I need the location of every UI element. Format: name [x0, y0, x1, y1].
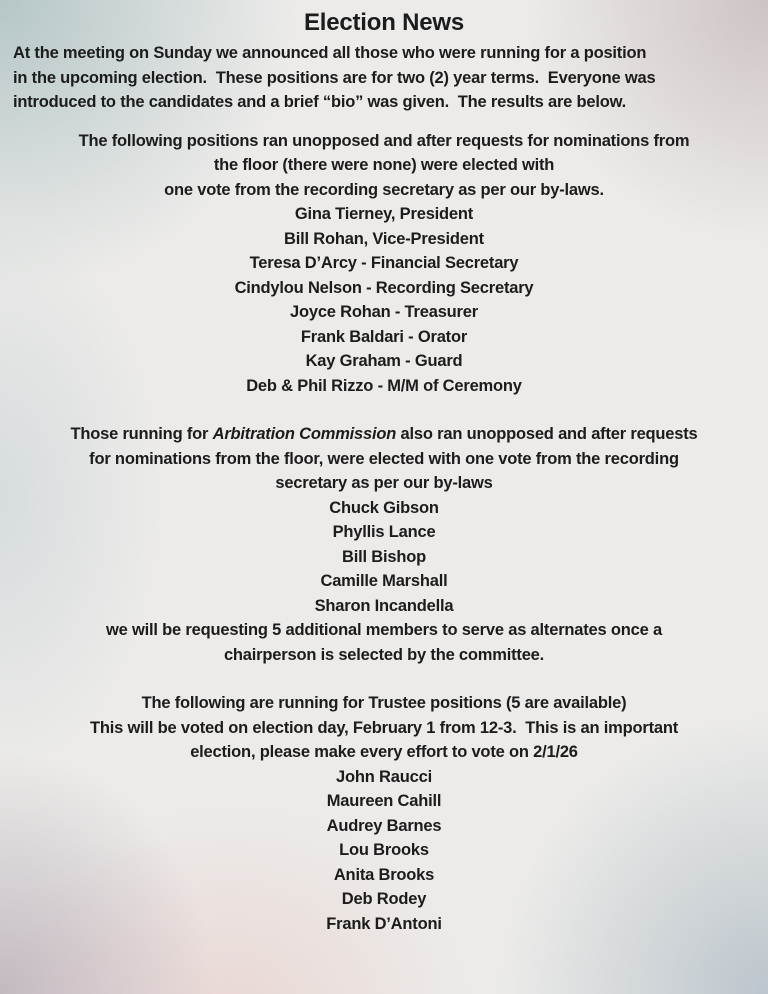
- section-intro-line: The following positions ran unopposed and after requests for nominations from: [78, 131, 690, 150]
- section-intro-line: This will be voted on election day, February 1 from 12-3. This is an important: [89, 718, 679, 737]
- intro-line: introduced to the candidates and a brief “bio” was given. The results are below.: [13, 93, 627, 111]
- page-title: Election News: [303, 9, 465, 36]
- elected-name: Phyllis Lance: [332, 523, 436, 541]
- alternates-note-line: we will be requesting 5 additional members to serve as alternates once a: [106, 621, 662, 639]
- arbitration-intro-suffix: also ran unopposed and after requests: [396, 425, 698, 443]
- candidate-name: Frank D’Antoni: [326, 914, 442, 933]
- elected-name: Kay Graham - Guard: [305, 352, 463, 370]
- section-trustee-candidates: [0, 691, 768, 936]
- intro-line: in the upcoming election. These positions are for two (2) year terms. Everyone was: [13, 68, 656, 87]
- elected-name: Joyce Rohan - Treasurer: [290, 303, 478, 321]
- elected-name: Sharon Incandella: [314, 596, 454, 615]
- elected-name: Bill Rohan, Vice-President: [284, 229, 484, 248]
- candidate-name: Deb Rodey: [341, 890, 427, 908]
- candidate-name: John Raucci: [336, 767, 432, 786]
- elected-name: Gina Tierney, President: [294, 205, 474, 223]
- section-intro-line: one vote from the recording secretary as per our by-laws.: [164, 180, 604, 199]
- arbitration-intro-prefix: Those running for: [70, 425, 213, 443]
- section-intro-line: [0, 422, 768, 447]
- intro-paragraph: [0, 41, 768, 115]
- section-intro-line: secretary as per our by-laws: [275, 474, 493, 492]
- elected-name: Teresa D’Arcy - Financial Secretary: [249, 254, 519, 272]
- elected-name: Bill Bishop: [342, 547, 426, 566]
- section-intro-line: the floor (there were none) were elected with: [213, 156, 555, 174]
- section-unopposed-positions: [0, 129, 768, 399]
- section-intro-line: for nominations from the floor, were elected with one vote from the recording: [89, 449, 679, 468]
- intro-line: At the meeting on Sunday we announced all those who were running for a position: [13, 44, 647, 62]
- elected-name: Camille Marshall: [320, 572, 448, 590]
- candidate-name: Audrey Barnes: [326, 816, 442, 835]
- elected-name: Deb & Phil Rizzo - M/M of Ceremony: [246, 376, 522, 395]
- elected-name: Frank Baldari - Orator: [300, 327, 468, 346]
- section-arbitration-commission: [0, 422, 768, 667]
- candidate-name: Lou Brooks: [339, 841, 429, 859]
- section-intro-line: The following are running for Trustee positions (5 are available): [141, 694, 627, 712]
- section-intro-line: election, please make every effort to vote on 2/1/26: [190, 743, 578, 761]
- elected-name: Chuck Gibson: [329, 498, 439, 517]
- arbitration-commission-italic: Arbitration Commission: [212, 425, 397, 443]
- candidate-name: Maureen Cahill: [326, 792, 442, 810]
- alternates-note-line: chairperson is selected by the committee.: [223, 645, 545, 664]
- elected-name: Cindylou Nelson - Recording Secretary: [234, 278, 534, 297]
- candidate-name: Anita Brooks: [333, 865, 435, 884]
